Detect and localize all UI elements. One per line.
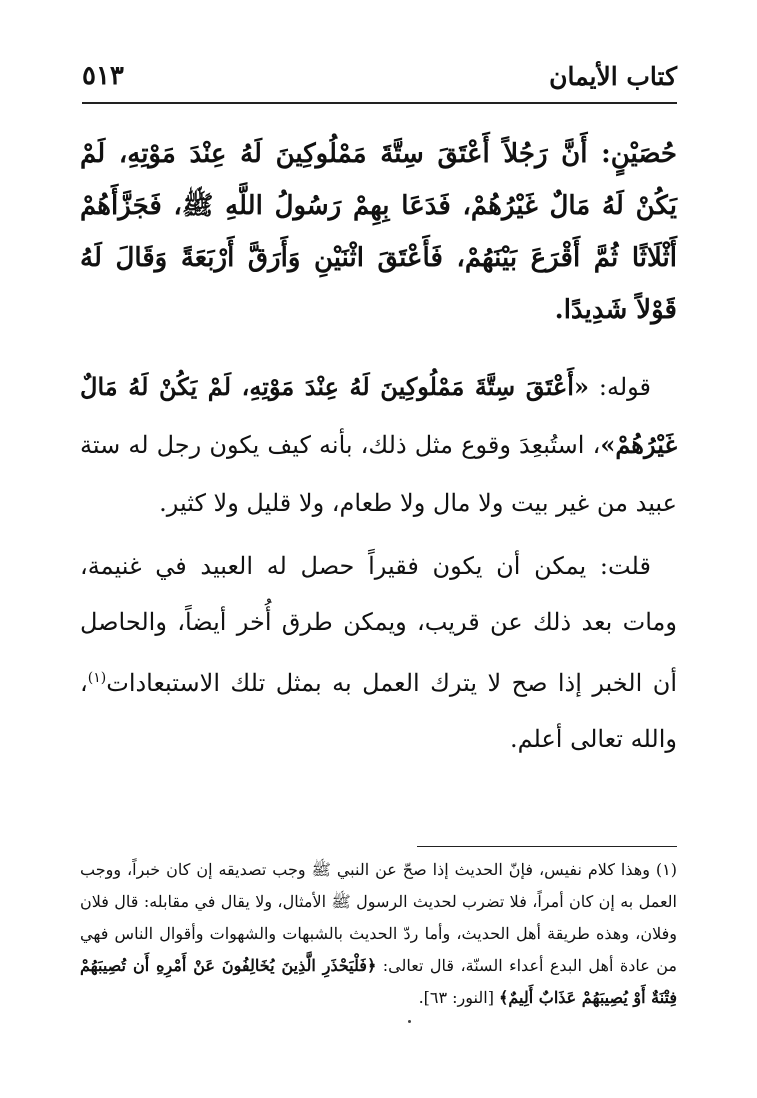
commentary-1-text: ، استُبعِدَ وقوع مثل ذلك، بأنه كيف يكون رجل له ستة عبيد من غير بيت ولا مال ولا طعام، ولا قليل ولا كثير. (80, 431, 677, 517)
commentary-1-lead: قوله: (598, 373, 651, 401)
hadith-text: أَنَّ رَجُلاً أَعْتَقَ سِتَّةَ مَمْلُوكِينَ لَهُ عِنْدَ مَوْتِهِ، لَمْ يَكُنْ لَهُ مَالٌ غَيْرُهُمْ، فَدَعَا بِهِمْ رَسُولُ اللَّهِ ﷺ، فَجَزَّأَهُمْ أَثْلَاثًا ثُمَّ أَقْرَعَ بَيْنَهُمْ، فَأَعْتَقَ اثْنَيْنِ وَأَرَقَّ أَرْبَعَةً وَقَالَ لَهُ قَوْلاً شَدِيدًا. (80, 139, 677, 325)
page-number: ٥١٣ (82, 61, 124, 91)
page-header (82, 56, 677, 96)
footnote-citation: [النور: ٦٣]. (418, 988, 494, 1007)
footnote-text: وهذا كلام نفيس، فإنّ الحديث إذا صحّ عن النبي ﷺ وجب تصديقه إن كان خبراً، ووجب العمل به إن كان أمراً، فلا تضرب لحديث الرسول ﷺ الأمثال، ولا يقال في مقابله: قال فلان وفلان، وهذه طريقة أهل الحديث، وأما ردّ الحديث بالشبهات والشهوات وأقوال الناس فهي من عادة أهل البدع أعداء السنّة، قال تعالى: (80, 860, 677, 975)
page-dot-mark (408, 1020, 411, 1023)
commentary-1-quote: «أَعْتَقَ سِتَّةَ مَمْلُوكِينَ لَهُ عِنْدَ مَوْتِهِ، لَمْ يَكُنْ لَهُ مَالٌ غَيْرُهُمْ» (80, 372, 677, 459)
commentary-2-lead: قلت: (599, 552, 651, 580)
commentary-paragraph-1 (80, 358, 677, 532)
book-title: كتاب الأيمان (549, 61, 677, 91)
footnote-reference[interactable]: (١) (87, 670, 107, 686)
commentary-paragraph-2 (80, 538, 677, 767)
hadith-paragraph (80, 128, 677, 336)
footnote (80, 854, 677, 1014)
footnote-divider (417, 846, 677, 847)
header-divider (82, 102, 677, 104)
hadith-narrator: حُصَيْنٍ: (601, 139, 677, 169)
footnote-quran-verse: ﴿فَلْيَحْذَرِ الَّذِينَ يُخَالِفُونَ عَنْ أَمْرِهِ أَن تُصِيبَهُمْ فِتْنَةٌ أَوْ يُصِيبَهُمْ عَذَابٌ أَلِيمٌ﴾ (80, 956, 677, 1007)
commentary-2-text: يمكن أن يكون فقيراً حصل له العبيد في غنيمة، ومات بعد ذلك عن قريب، ويمكن طرق أُخر أيضاً، والحاصل أن الخبر إذا صح لا يترك العمل به بمثل تلك الاستبعادات (80, 552, 677, 697)
commentary-2-ending: ، والله تعالى أعلم. (80, 669, 677, 753)
footnote-marker: (١) (655, 860, 677, 879)
